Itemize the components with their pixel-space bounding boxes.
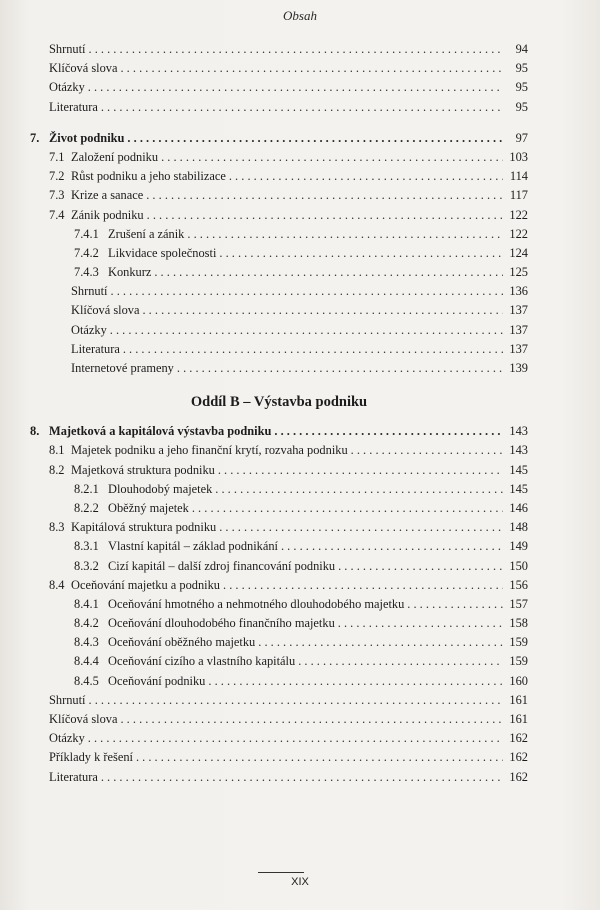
entry-number: 7.4.1: [74, 226, 99, 241]
page-number: 146: [509, 500, 528, 515]
leader-dots: [229, 167, 503, 186]
toc-entry[interactable]: [30, 148, 528, 167]
toc-entry[interactable]: [30, 499, 528, 518]
entry-title: Zánik podniku: [71, 207, 144, 222]
page-number: 158: [509, 616, 528, 631]
entry-number: 8.4.2: [74, 616, 99, 631]
entry-title: Cizí kapitál – další zdroj financování podniku: [108, 558, 336, 573]
section-heading[interactable]: Oddíl B – Výstavba podniku: [190, 394, 368, 411]
leader-dots: [111, 282, 504, 301]
toc-entry[interactable]: [30, 59, 528, 78]
entry-number: 7.1: [49, 149, 65, 164]
toc-entry[interactable]: [30, 461, 528, 480]
page-number: 137: [509, 341, 528, 356]
page-number: 143: [509, 424, 528, 439]
leader-dots: [187, 225, 503, 244]
page-number: 137: [509, 322, 528, 337]
entry-title: Oceňování cizího a vlastního kapitálu: [108, 654, 296, 669]
entry-title: Vlastní kapitál – základ podnikání: [108, 539, 278, 554]
toc-entry[interactable]: [30, 710, 528, 729]
leader-dots: [110, 321, 503, 340]
page-number: 162: [509, 750, 528, 765]
toc-entry[interactable]: [30, 78, 528, 97]
toc-entry[interactable]: [30, 557, 528, 576]
leader-dots: [136, 748, 503, 767]
toc-entry[interactable]: [30, 282, 528, 301]
toc-entry[interactable]: [30, 186, 528, 205]
entry-title: Otázky: [49, 80, 85, 95]
entry-title: Oceňování dlouhodobého finančního majetku: [108, 616, 335, 631]
leader-dots: [142, 301, 503, 320]
entry-title: Oceňování hmotného a nehmotného dlouhodobého majetku: [108, 596, 405, 611]
leader-dots: [88, 729, 503, 748]
page-number: 122: [509, 226, 528, 241]
leader-dots: [218, 461, 503, 480]
page-number: 95: [515, 99, 528, 114]
entry-number: 7.4.2: [74, 245, 99, 260]
entry-number: 8.4.1: [74, 596, 99, 611]
page-number: 162: [509, 731, 528, 746]
toc-entry[interactable]: [30, 40, 528, 59]
entry-title: Kapitálová struktura podniku: [71, 520, 217, 535]
entry-title: Shrnutí: [49, 692, 86, 707]
leader-dots: [161, 148, 503, 167]
entry-number: 8.3.2: [74, 558, 99, 573]
toc-chapter-8[interactable]: [30, 422, 528, 441]
toc-entry[interactable]: [30, 672, 528, 691]
leader-dots: [351, 441, 503, 460]
entry-number: 7.4.3: [74, 265, 99, 280]
toc-entry[interactable]: [30, 595, 528, 614]
page-number: 145: [509, 481, 528, 496]
entry-title: Oceňování podniku: [108, 673, 206, 688]
chapter-number: 7.: [30, 130, 40, 145]
page-number: 159: [509, 654, 528, 669]
page-number: 125: [509, 265, 528, 280]
entry-number: 8.1: [49, 443, 65, 458]
entry-number: 8.3.1: [74, 539, 99, 554]
entry-title: Příklady k řešení: [49, 750, 133, 765]
leader-dots: [407, 595, 503, 614]
toc-entry[interactable]: [30, 614, 528, 633]
page-number: 136: [509, 284, 528, 299]
page-number: 117: [509, 188, 528, 203]
page-number: 143: [509, 443, 528, 458]
page-number: 124: [509, 245, 528, 260]
entry-title: Klíčová slova: [71, 303, 140, 318]
leader-dots: [89, 40, 504, 59]
toc-entry[interactable]: [30, 167, 528, 186]
leader-dots: [177, 359, 503, 378]
chapter-title: Život podniku: [49, 130, 125, 145]
toc-entry[interactable]: [30, 729, 528, 748]
leader-dots: [127, 129, 503, 148]
leader-dots: [101, 98, 503, 117]
leader-dots: [208, 672, 503, 691]
leader-dots: [258, 633, 503, 652]
page-number: 157: [509, 596, 528, 611]
leader-dots: [123, 340, 503, 359]
toc-entry[interactable]: [30, 652, 528, 671]
toc-entry[interactable]: [30, 359, 528, 378]
page-number: 145: [509, 462, 528, 477]
entry-title: Oběžný majetek: [108, 500, 189, 515]
leader-dots: [154, 263, 503, 282]
toc-block-chapter-7: [30, 148, 528, 378]
page-number: 149: [509, 539, 528, 554]
page-number: 94: [515, 42, 528, 56]
entry-title: Klíčová slova: [49, 61, 118, 76]
toc-entry[interactable]: [30, 691, 528, 710]
entry-number: 8.4.5: [74, 673, 99, 688]
entry-title: Konkurz: [108, 265, 152, 280]
toc-entry[interactable]: [30, 225, 528, 244]
entry-title: Oceňování majetku a podniku: [71, 577, 220, 592]
leader-dots: [338, 557, 503, 576]
toc-block-chapter-8: [30, 441, 528, 786]
toc-entry[interactable]: [30, 633, 528, 652]
entry-number: 8.4.3: [74, 635, 99, 650]
entry-title: Založení podniku: [71, 149, 159, 164]
entry-title: Majetek podniku a jeho finanční krytí, rozvaha podniku: [71, 443, 348, 458]
entry-title: Internetové prameny: [71, 361, 174, 375]
page-number: 97: [515, 130, 528, 145]
leader-dots: [101, 768, 503, 787]
entry-title: Klíčová slova: [49, 712, 118, 726]
leader-dots: [274, 422, 503, 441]
entry-title: Likvidace společnosti: [108, 245, 217, 260]
chapter-number: 8.: [30, 424, 40, 439]
entry-title: Literatura: [49, 99, 98, 114]
page-number: 95: [515, 61, 528, 76]
leader-dots: [147, 206, 503, 225]
page-number: 162: [509, 769, 528, 784]
toc-entry[interactable]: [30, 748, 528, 767]
page-folio: XIX: [291, 876, 309, 888]
page-number: 137: [509, 303, 528, 318]
leader-dots: [120, 59, 503, 78]
leader-dots: [88, 78, 503, 97]
toc-entry[interactable]: [30, 263, 528, 282]
entry-number: 7.4: [49, 207, 65, 222]
toc-entry[interactable]: [30, 206, 528, 225]
entry-title: Otázky: [49, 731, 85, 746]
toc-entry[interactable]: [30, 98, 528, 117]
page-number: 122: [509, 207, 528, 222]
toc-entry[interactable]: [30, 321, 528, 340]
page-number: 139: [509, 361, 528, 375]
leader-dots: [338, 614, 503, 633]
page-number: 160: [509, 673, 528, 688]
table-of-contents: [30, 40, 528, 787]
toc-entry[interactable]: [30, 244, 528, 263]
entry-title: Otázky: [71, 322, 107, 337]
entry-title: Dlouhodobý majetek: [108, 481, 213, 496]
footer-rule: [258, 872, 304, 873]
entry-number: 8.2: [49, 462, 65, 477]
page-number: 161: [509, 712, 528, 726]
entry-title: Krize a sanace: [71, 188, 144, 203]
entry-title: Oceňování oběžného majetku: [108, 635, 256, 650]
toc-chapter-7[interactable]: [30, 129, 528, 148]
entry-number: 7.3: [49, 188, 65, 203]
entry-number: 8.2.1: [74, 481, 99, 496]
entry-title: Literatura: [49, 769, 98, 784]
page-number: 159: [509, 635, 528, 650]
page-number: 148: [509, 520, 528, 535]
page-number: 161: [509, 692, 528, 707]
entry-title: Literatura: [71, 341, 120, 356]
leader-dots: [120, 710, 503, 729]
toc-entry[interactable]: [30, 576, 528, 595]
toc-entry[interactable]: [30, 537, 528, 556]
entry-number: 8.2.2: [74, 500, 99, 515]
chapter-title: Majetková a kapitálová výstavba podniku: [49, 424, 272, 439]
toc-entry[interactable]: [30, 301, 528, 320]
toc-entry[interactable]: [30, 768, 528, 787]
leader-dots: [192, 499, 503, 518]
page-number: 95: [515, 80, 528, 95]
leader-dots: [219, 518, 503, 537]
page-number: 150: [509, 558, 528, 573]
entry-title: Shrnutí: [49, 42, 86, 56]
toc-entry[interactable]: [30, 340, 528, 359]
toc-entry[interactable]: [30, 518, 528, 537]
entry-number: 8.3: [49, 520, 65, 535]
leader-dots: [89, 691, 504, 710]
toc-entry[interactable]: [30, 480, 528, 499]
page-number: 103: [509, 149, 528, 164]
leader-dots: [219, 244, 503, 263]
page-number: 156: [509, 577, 528, 592]
page-number: 114: [509, 169, 528, 184]
toc-block-chapter-6-end: [30, 40, 528, 117]
leader-dots: [281, 537, 503, 556]
leader-dots: [215, 480, 503, 499]
entry-number: 8.4: [49, 577, 65, 592]
leader-dots: [146, 186, 503, 205]
entry-title: Růst podniku a jeho stabilizace: [71, 169, 226, 184]
entry-title: Zrušení a zánik: [108, 226, 185, 241]
leader-dots: [223, 576, 503, 595]
entry-number: 8.4.4: [74, 654, 99, 669]
running-header: Obsah: [283, 8, 317, 23]
toc-entry[interactable]: [30, 441, 528, 460]
entry-title: Shrnutí: [71, 284, 108, 299]
entry-title: Majetková struktura podniku: [71, 462, 215, 477]
leader-dots: [298, 652, 503, 671]
entry-number: 7.2: [49, 169, 65, 184]
